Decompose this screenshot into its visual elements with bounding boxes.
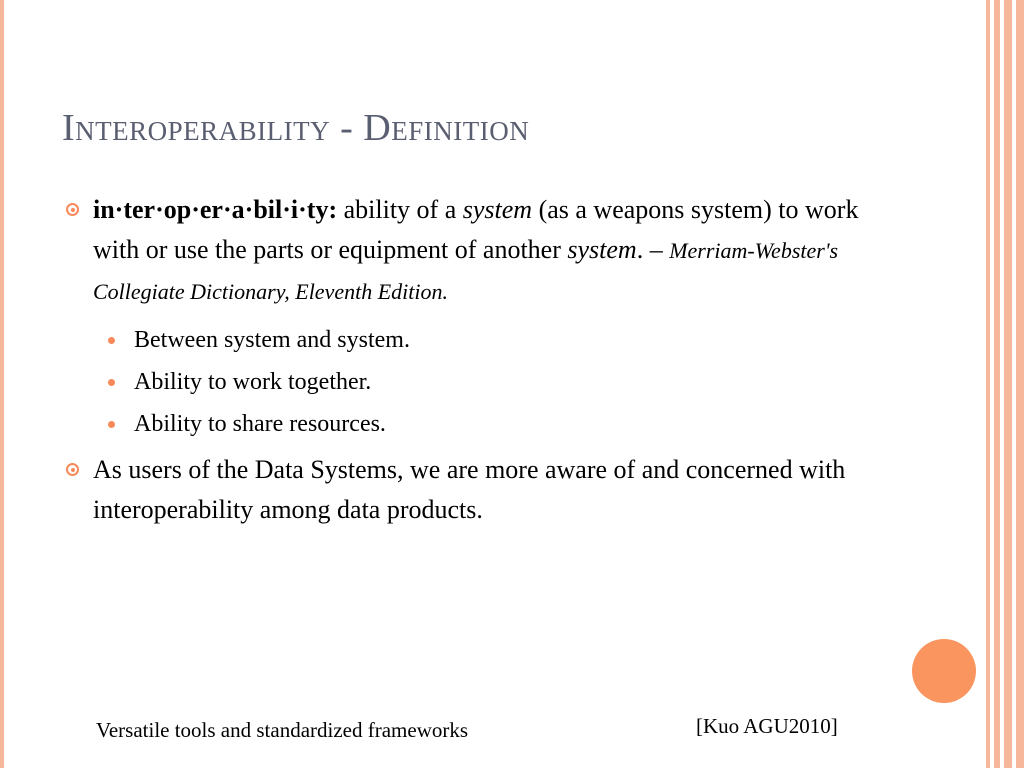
sub-bullet-text: Ability to work together.: [134, 369, 372, 395]
decorative-circle: [912, 639, 976, 703]
sub-bullet-item: [66, 322, 886, 358]
slide-content: [66, 190, 886, 540]
sub-bullet-item: [66, 364, 886, 400]
awareness-bullet: [66, 450, 886, 530]
footer-reference: [Kuo AGU2010]: [696, 714, 838, 738]
left-border-rule: [0, 0, 4, 768]
right-rule-2: [994, 0, 1000, 768]
dot-bullet-icon: [108, 337, 115, 344]
ring-bullet-icon: [66, 203, 79, 216]
right-border-rules: [982, 0, 1024, 768]
dot-bullet-icon: [108, 379, 115, 386]
right-rule-3: [1004, 0, 1012, 768]
awareness-text: As users of the Data Systems, we are more aware of and concerned with interoperability among data products.: [93, 455, 846, 524]
definition-citation: Merriam-Webster's Collegiate Dictionary, Eleventh Edition: [93, 238, 839, 304]
footer-caption: Versatile tools and standardized frameworks: [96, 718, 469, 742]
definition-word-system-2: system: [567, 235, 637, 264]
dot-bullet-icon: [108, 421, 115, 428]
sub-bullet-item: [66, 406, 886, 442]
sub-bullet-text: Ability to share resources.: [134, 411, 386, 437]
ring-bullet-icon: [66, 463, 79, 476]
right-rule-1: [986, 0, 990, 768]
slide-title: Interoperability - Definition: [62, 107, 530, 149]
definition-bullet: [66, 190, 886, 312]
definition-text-2: (as a weapons system) to work with or use the parts or equipment of another: [93, 195, 859, 264]
definition-text-1: ability of a: [343, 195, 457, 224]
definition-period: .: [442, 279, 448, 304]
right-rule-4: [1016, 0, 1024, 768]
sub-bullet-text: Between system and system.: [134, 327, 410, 353]
definition-word-system: system: [462, 195, 533, 224]
definition-dash: . –: [636, 235, 663, 264]
definition-term: in·ter·op·er·a·bil·i·ty:: [93, 195, 338, 224]
